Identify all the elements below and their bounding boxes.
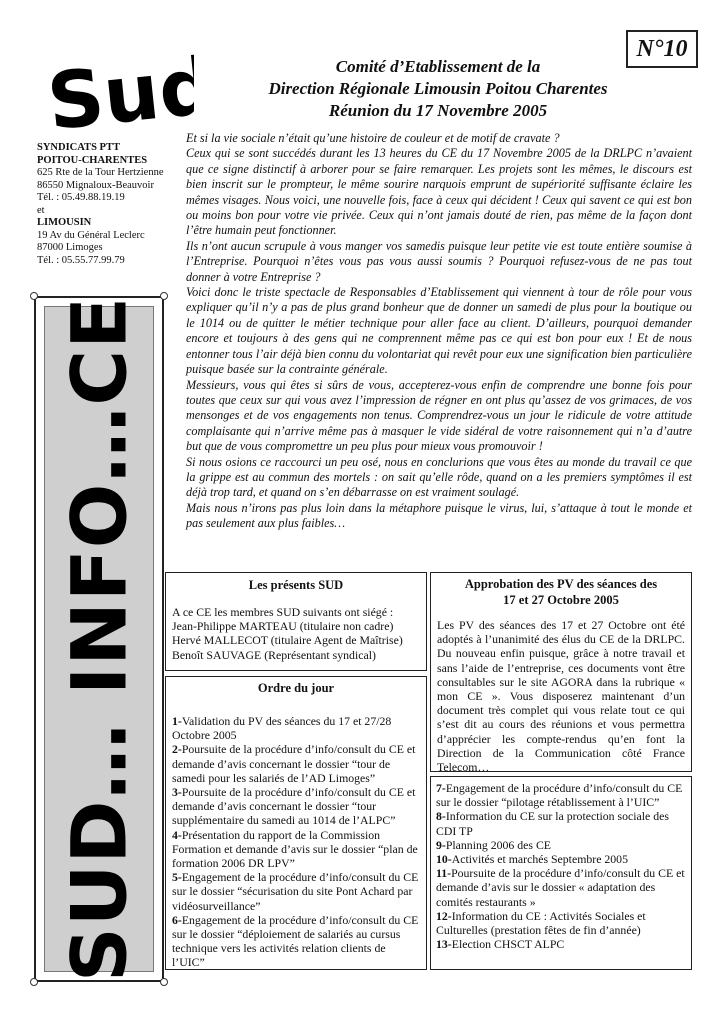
agenda-item: 12-Information du CE : Activités Sociales et Culturelles (prestation fêtes de fin d’année) (436, 908, 646, 938)
header-line-1: Comité d’Etablissement de la (335, 57, 541, 76)
agenda-item: 10-Activités et marchés Septembre 2005 (436, 852, 628, 867)
presents-body (172, 605, 420, 662)
agenda-title: Ordre du jour (257, 681, 335, 695)
agenda-item: 1-Validation du PV des séances du 17 et 27/28 Octobre 2005 (172, 714, 392, 743)
agenda-item: 13-Election CHSCT ALPC (436, 937, 565, 952)
banner-text: SUD… INFO…CE (54, 295, 144, 983)
approval-text: Les PV des séances des 17 et 27 Octobre ont été adoptés à l’unanimité des élus du CE de la DRLPC. Du nouveau enfin puisque, grâce à notre travail et sans l’aide de l’entreprise, ces documents vont être consultables sur le site AGORA dans la rubrique « mon CE ». Vous disposerez maintenant d’un document très complet qui vous relate tout ce qui s’est dit au cours des réunions et vous permettra d’apprécier les compte-rendus qu’en font la Direction de la Communication côté France Telecom… (437, 618, 685, 775)
presents-title: Les présents SUD (248, 578, 344, 592)
agenda-item: 7-Engagement de la procédure d’info/consult du CE sur le dossier “pilotage rétablissement à l’UIC” (436, 781, 683, 810)
banner-corner-icon (30, 978, 38, 986)
document-header (200, 56, 676, 122)
org-name-1: SYNDICATS PTT (37, 142, 120, 153)
header-line-2: Direction Régionale Limousin Poitou Charentes (268, 79, 608, 98)
agenda-item: 3-Poursuite de la procédure d’info/consult du CE et demande d’avis concernant le dossier “tour supplémentaire du samedi au 1014 de l’ALPC” (172, 785, 416, 828)
agenda-item: 5-Engagement de la procédure d’info/consult du CE sur le dossier “sécurisation du site Pont Achard par vidéosurveillance” (172, 870, 419, 913)
approval-box (430, 572, 692, 775)
banner-panel (44, 295, 154, 983)
approval-title-line: Approbation des PV des séances des (464, 577, 658, 591)
presents-line: A ce CE les membres SUD suivants ont siégé : (172, 605, 394, 619)
intro-paragraph: Ceux qui se sont succédés durant les 13 heures du CE du 17 Novembre 2005 de la DRLPC n’avaient que ce signe distinctif à arborer pour se faire remarquer. Les projets sont les mêmes, le discours est bien inscrit sur le prompteur, le même sourire narquois emprunt de supériorité suffisante éclaire les mêmes visages. Nous voici, une nouvelle fois, face à ceux qui décident ! Ceux qui savent ce qui est bon ou moins bon pour votre vie privée. Ceux qui n’ont jamais douté de rien, pas même de la façon dont l’être humain peut fonctionner. (186, 146, 692, 238)
agenda-continuation-box (430, 776, 692, 970)
agenda-item: 6-Engagement de la procédure d’info/consult du CE sur le dossier “déploiement de salariés au cursus technique vers les activités relation clients de l’UIC” (172, 912, 419, 970)
intro-paragraph: Et si la vie sociale n’était qu’une histoire de couleur et de motif de cravate ? (186, 131, 560, 145)
intro-paragraph: Mais nous n’irons pas plus loin dans la métaphore puisque le virus, lui, s’attaque à tout le monde et pas seulement aux plus faibles… (186, 500, 692, 531)
presents-line: Benoît SAUVAGE (Représentant syndical) (172, 647, 376, 662)
banner-corner-icon (160, 292, 168, 300)
agenda-item: 4-Présentation du rapport de la Commission Formation et demande d’avis sur le dossier “plan de formation 2006 DR LPV” (172, 827, 418, 871)
presents-line: Hervé MALLECOT (titulaire Agent de Maîtrise) (172, 633, 403, 648)
issue-number: N°10 (626, 30, 698, 68)
address-line: 625 Rte de la Tour Hertzienne (37, 167, 164, 178)
org-name-2: POITOU-CHARENTES (37, 154, 148, 166)
banner-corner-icon (30, 292, 38, 300)
sud-logo (44, 50, 194, 136)
agenda-list (172, 714, 420, 970)
banner-corner-icon (160, 978, 168, 986)
intro-paragraph: Voici donc le triste spectacle de Responsables d’Etablissement qui viennent à tour de rôle pour vous expliquer qu’il n’y a pas de plus grand bonheur que de donner un samedi de plus pour la boutique ou le 1014 ou de quitter le métier technique pour aller face au client. D’ailleurs, pourquoi demander encore et toujours à des gens qui ne comprennent même pas ce qui est bon pour eux ! Et de nous entonner tous l’air déjà bien connu du volontariat qui revêt pour eux une signification bien particulière puisque basée sur la contrainte générale. (186, 285, 692, 377)
agenda-box (165, 676, 427, 970)
agenda-item: 9-Planning 2006 des CE (436, 837, 552, 852)
intro-paragraph: Ils n’ont aucun scrupule à vous manger vos samedis puisque leur petite vie est toute entière soumise à l’Entreprise. Pourquoi n’êtes vous pas vous aussi soumis ? Pourquoi refusez-vous de ne pas tout donner à votre Entreprise ? (186, 238, 692, 284)
agenda-item: 2-Poursuite de la procédure d’info/consult du CE et demande d’avis concernant le dossier “tour de samedi pour les salariés de l’AD Limoges” (172, 742, 416, 785)
intro-paragraph: Si nous osions ce raccourci un peu osé, nous en conclurions que vous êtes au monde du travail ce que la grippe est au commun des mortels : on sait qu’elle rôde, quand on a les premiers symptômes il est déjà trop tard, et quand on s’en débarrasse on est vraiment soulagé. (186, 454, 692, 500)
approval-title-line: 17 et 27 Octobre 2005 (503, 593, 619, 607)
intro-text (186, 131, 692, 532)
address-block (37, 142, 177, 267)
agenda-item: 8-Information du CE sur la protection sociale des CDI TP (436, 809, 669, 838)
address-line: 19 Av du Général Leclerc (37, 229, 145, 241)
phone-line: Tél. : 05.55.77.99.79 (37, 254, 125, 266)
presents-line: Jean-Philippe MARTEAU (titulaire non cadre) (172, 619, 394, 634)
sud-logo-graphic (44, 50, 194, 136)
approval-title (437, 576, 685, 608)
intro-paragraph: Messieurs, vous qui êtes si sûrs de vous, accepterez-vous enfin de comprendre une bonne fois pour toutes que ceux sur qui vous avez l’impression de régner en ont plus qu’assez de vos grimaces, de vos mensonges et de vos engagements non tenus. Comprendrez-vous un jour le ridicule de votre attitude complaisante qui n’arrive même pas à masquer le vide sidéral de votre raisonnement qui n’a d’autre but que de vous compromettre un peu plus pour mieux vous promouvoir ! (186, 377, 692, 454)
phone-line: Tél. : 05.49.88.19.19 (37, 192, 125, 203)
address-conjunction: et (37, 204, 45, 216)
agenda-item: 11-Poursuite de la procédure d’info/consult du CE et demande d’avis sur le dossier « adaptation des comités restaurants » (436, 866, 685, 909)
address-line: 86550 Mignaloux-Beauvoir (37, 179, 154, 191)
org-name-3: LIMOUSIN (37, 217, 92, 228)
logo-text: Sud (44, 50, 194, 136)
address-line: 87000 Limoges (37, 242, 103, 253)
presents-box (165, 572, 427, 671)
vertical-banner (34, 296, 164, 982)
header-line-3: Réunion du 17 Novembre 2005 (328, 101, 548, 120)
